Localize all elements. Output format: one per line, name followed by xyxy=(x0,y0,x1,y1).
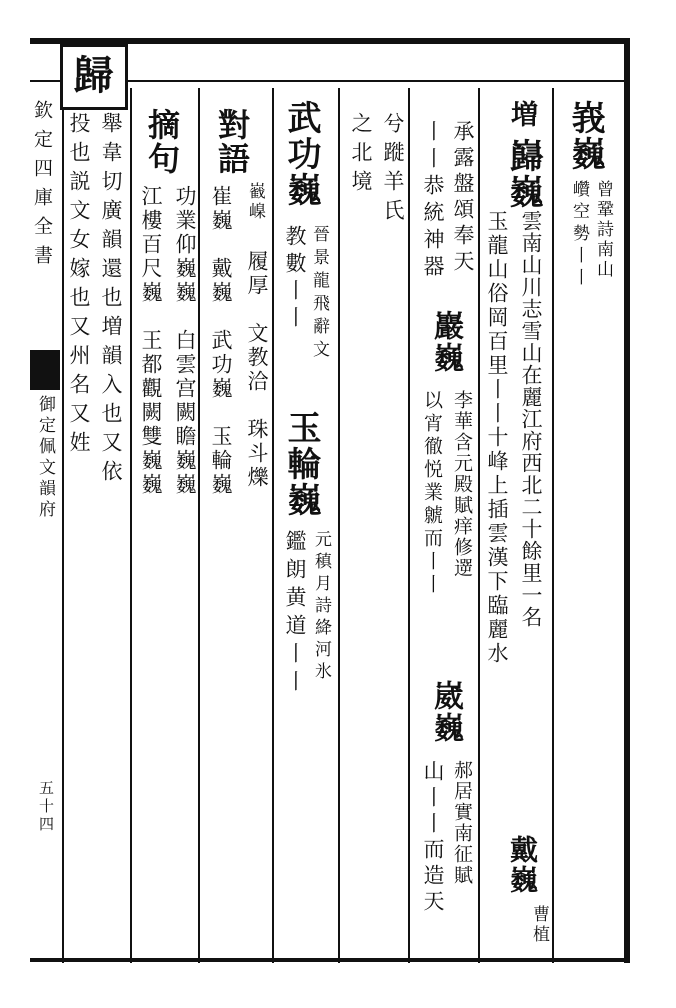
definition-text: 舉韋切廣韻還也増韻入也又依 xyxy=(99,112,123,489)
definition-text: 投也説文女嫁也又州名又姓 xyxy=(67,112,91,460)
entry-text: 崔巍 戴巍 武功巍 玉輪巍 xyxy=(209,185,233,497)
column-rule xyxy=(130,88,132,963)
column-rule xyxy=(338,88,340,963)
entry-head: 戴巍 xyxy=(506,835,539,895)
spine-title: 欽定四庫全書 xyxy=(31,100,53,274)
frame-left xyxy=(62,88,64,963)
section-head: 對語 xyxy=(213,108,251,176)
entry-head: 崴巍 xyxy=(428,680,463,744)
entry-text: 教數丨丨 xyxy=(283,225,307,333)
frame-bottom xyxy=(30,958,630,962)
citation-small: 巑空勢丨丨 xyxy=(569,180,589,290)
citation-small: 巀嵲 xyxy=(245,182,265,222)
entry-head: 武功巍 xyxy=(281,100,321,208)
citation-small: 曾鞏詩南山 xyxy=(593,180,613,280)
column-rule xyxy=(408,88,410,963)
margin-fishtail xyxy=(30,350,60,390)
citation-small: 晉景龍飛辭文 xyxy=(309,225,329,363)
entry-text: 之北境 xyxy=(349,112,373,199)
entry-text: 玉龍山俗岡百里丨丨十峰上插雲漢下臨麗水 xyxy=(485,210,509,666)
head-character: 歸 xyxy=(67,54,114,96)
entry-text: 履厚 文教洽 珠斗爍 xyxy=(245,250,269,490)
entry-text: 功業仰巍巍 白雲宫闕瞻巍巍 xyxy=(173,185,197,497)
entry-head: 巖巍 xyxy=(428,310,463,374)
column-rule xyxy=(198,88,200,963)
entry-text: 雲南山川志雪山在麗江府西北二十餘里一名 xyxy=(519,210,543,628)
entry-text: 承露盤頌奉天 xyxy=(451,120,475,276)
side-title: 御定佩文韻府 xyxy=(35,395,55,521)
column-rule xyxy=(478,88,480,963)
citation-small: 元稹月詩絳河氷 xyxy=(311,530,331,684)
section-head: 摘句 xyxy=(143,108,181,176)
column-rule xyxy=(552,88,554,963)
entry-head: 玉輪巍 xyxy=(281,410,321,518)
frame-right xyxy=(624,38,630,963)
citation-small: 以宵徹悦業虩而丨丨 xyxy=(421,390,443,597)
citation-small: 李華含元殿賦痒修遻 xyxy=(451,390,473,579)
citation-small: 曹植 xyxy=(529,905,549,945)
entry-text: 丨丨恭統神器 xyxy=(421,120,445,282)
citation-small: 郝居實南征賦 xyxy=(451,760,473,886)
entry-head: 峩巍 xyxy=(565,100,605,172)
column-rule xyxy=(272,88,274,963)
entry-head: 巋巍 xyxy=(503,138,543,210)
entry-text: 兮蹝羊氏 xyxy=(381,112,405,228)
entry-text: 鑑朗黄道丨丨 xyxy=(283,530,307,698)
section-head: 増 xyxy=(506,100,537,131)
entry-text: 江樓百尺巍 王都觀闕雙巍巍 xyxy=(139,185,163,497)
entry-text: 山丨丨而造天 xyxy=(421,760,445,916)
page-number: 五十四 xyxy=(37,780,55,834)
